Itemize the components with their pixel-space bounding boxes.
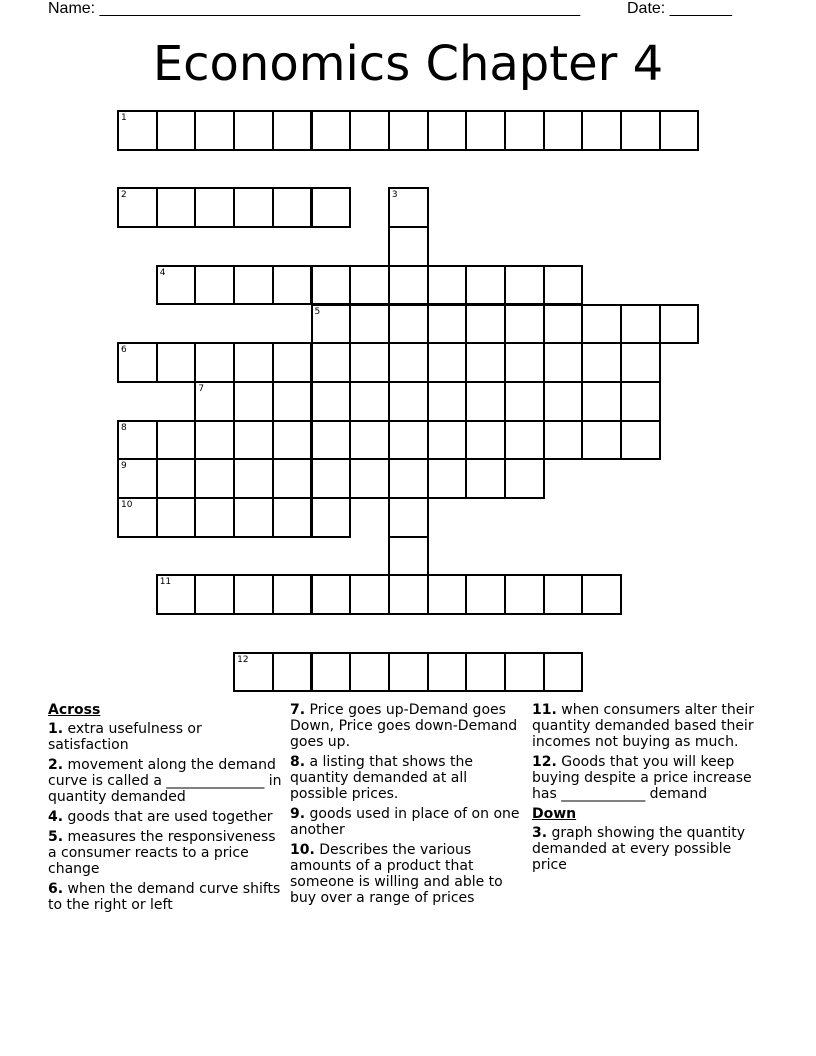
clue-text: goods that are used together bbox=[63, 809, 273, 825]
grid-cell[interactable] bbox=[194, 574, 235, 615]
grid-cell[interactable] bbox=[388, 652, 429, 693]
grid-cell[interactable] bbox=[272, 381, 313, 422]
grid-cell[interactable] bbox=[233, 381, 274, 422]
grid-cell[interactable] bbox=[311, 342, 352, 383]
grid-cell[interactable] bbox=[659, 304, 700, 345]
grid-cell[interactable] bbox=[388, 420, 429, 461]
grid-cell[interactable] bbox=[117, 342, 158, 383]
clue-text: goods used in place of on one another bbox=[290, 806, 520, 838]
clue-number: 7 bbox=[198, 383, 205, 394]
grid-cell[interactable] bbox=[543, 420, 584, 461]
grid-cell[interactable] bbox=[349, 381, 390, 422]
clue bbox=[290, 842, 524, 906]
grid-cell[interactable] bbox=[581, 381, 622, 422]
grid-cell[interactable] bbox=[156, 458, 197, 499]
grid-cell[interactable] bbox=[272, 574, 313, 615]
grid-cell[interactable] bbox=[272, 497, 313, 538]
grid-cell[interactable] bbox=[543, 304, 584, 345]
grid-cell[interactable] bbox=[272, 187, 313, 228]
clue-text: graph showing the quantity demanded at every possible price bbox=[532, 825, 746, 873]
grid-cell[interactable] bbox=[543, 265, 584, 306]
clue-text: extra usefulness or satisfaction bbox=[48, 721, 202, 753]
grid-cell[interactable] bbox=[194, 497, 235, 538]
down-heading: Down bbox=[532, 806, 577, 822]
clue-number: 1 bbox=[121, 113, 127, 123]
grid-cell[interactable] bbox=[194, 458, 235, 499]
grid-cell[interactable] bbox=[504, 110, 545, 151]
grid-cell[interactable] bbox=[581, 304, 622, 345]
grid-cell[interactable] bbox=[233, 497, 274, 538]
clue bbox=[532, 754, 766, 802]
grid-cell[interactable] bbox=[233, 342, 274, 383]
grid-cell[interactable] bbox=[194, 187, 235, 228]
grid-cell[interactable] bbox=[117, 458, 158, 499]
puzzle-title: Economics Chapter 4 bbox=[152, 36, 664, 92]
grid-cell[interactable] bbox=[349, 652, 390, 693]
clue-text: when the demand curve shifts to the right or left bbox=[48, 881, 281, 913]
name-line: Name: ______________________________________________________ bbox=[48, 0, 581, 17]
clue-text: movement along the demand curve is called a ______________ in quantity demanded bbox=[48, 757, 282, 805]
grid-cell[interactable] bbox=[349, 420, 390, 461]
grid-cell[interactable] bbox=[427, 304, 468, 345]
grid-cell[interactable] bbox=[388, 536, 429, 577]
grid-cell[interactable] bbox=[465, 420, 506, 461]
grid-cell[interactable] bbox=[388, 574, 429, 615]
clues-column-1 bbox=[48, 702, 282, 917]
clue-text: Describes the various amounts of a product that someone is willing and able to buy over a range of prices bbox=[290, 842, 503, 906]
clue-number: 4 bbox=[159, 267, 166, 278]
across-clue-list-end bbox=[532, 702, 766, 802]
grid-cell[interactable] bbox=[156, 497, 197, 538]
grid-cell[interactable] bbox=[388, 265, 429, 306]
clue-number: 10. bbox=[290, 842, 315, 858]
grid-cell[interactable] bbox=[388, 187, 429, 228]
grid-cell[interactable] bbox=[465, 574, 506, 615]
clue-number: 1. bbox=[48, 721, 64, 737]
clue bbox=[290, 754, 524, 802]
across-clue-list bbox=[48, 721, 282, 913]
grid-cell[interactable] bbox=[465, 652, 506, 693]
clue bbox=[290, 806, 524, 838]
grid-cell[interactable] bbox=[504, 304, 545, 345]
grid-cell[interactable] bbox=[620, 381, 661, 422]
grid-cell[interactable] bbox=[156, 187, 197, 228]
grid-cell[interactable] bbox=[620, 110, 661, 151]
grid-cell[interactable] bbox=[233, 652, 274, 693]
grid-cell[interactable] bbox=[311, 110, 352, 151]
clue-number: 11. bbox=[532, 702, 557, 718]
clue-number: 2. bbox=[48, 757, 64, 773]
grid-cell[interactable] bbox=[465, 458, 506, 499]
grid-cell[interactable] bbox=[156, 110, 197, 151]
clue bbox=[48, 809, 282, 825]
grid-cell[interactable] bbox=[233, 187, 274, 228]
grid-cell[interactable] bbox=[581, 342, 622, 383]
clue bbox=[48, 721, 282, 753]
grid-cell[interactable] bbox=[311, 187, 352, 228]
grid-cell[interactable] bbox=[117, 110, 158, 151]
grid-cell[interactable] bbox=[543, 342, 584, 383]
grid-cell[interactable] bbox=[504, 652, 545, 693]
grid-cell[interactable] bbox=[581, 574, 622, 615]
clue-number: 3. bbox=[532, 825, 548, 841]
grid-cell[interactable] bbox=[465, 265, 506, 306]
across-heading: Across bbox=[48, 702, 101, 718]
grid-cell[interactable] bbox=[620, 304, 661, 345]
clues-column-2 bbox=[290, 702, 524, 910]
grid-cell[interactable] bbox=[427, 342, 468, 383]
grid-cell[interactable] bbox=[311, 574, 352, 615]
clue-number: 5 bbox=[314, 306, 321, 317]
clue-number: 8 bbox=[121, 422, 127, 433]
clue bbox=[532, 825, 766, 873]
grid-cell[interactable] bbox=[272, 420, 313, 461]
clue-number: 4. bbox=[48, 809, 64, 825]
grid-cell[interactable] bbox=[272, 110, 313, 151]
clue-number: 7. bbox=[290, 702, 306, 718]
grid-cell[interactable] bbox=[427, 652, 468, 693]
grid-cell[interactable] bbox=[272, 342, 313, 383]
grid-cell[interactable] bbox=[194, 265, 235, 306]
clue-text: when consumers alter their quantity demanded based their incomes not buying as much. bbox=[532, 702, 754, 750]
grid-cell[interactable] bbox=[311, 458, 352, 499]
clue-number: 6 bbox=[121, 345, 127, 356]
grid-cell[interactable] bbox=[349, 458, 390, 499]
grid-cell[interactable] bbox=[311, 304, 352, 345]
clue-text: a listing that shows the quantity demanded at all possible prices. bbox=[290, 754, 473, 802]
grid-cell[interactable] bbox=[504, 381, 545, 422]
grid-cell[interactable] bbox=[388, 458, 429, 499]
grid-cell[interactable] bbox=[349, 574, 390, 615]
clue-text: Goods that you will keep buying despite a price increase has ____________ demand bbox=[532, 754, 752, 802]
grid-cell[interactable] bbox=[233, 574, 274, 615]
clue-number: 10 bbox=[121, 500, 133, 510]
grid-cell[interactable] bbox=[233, 110, 274, 151]
grid-cell[interactable] bbox=[194, 381, 235, 422]
grid-cell[interactable] bbox=[543, 652, 584, 693]
grid-cell[interactable] bbox=[117, 497, 158, 538]
grid-cell[interactable] bbox=[504, 420, 545, 461]
clue-number: 12. bbox=[532, 754, 557, 770]
grid-cell[interactable] bbox=[427, 381, 468, 422]
grid-cell[interactable] bbox=[543, 381, 584, 422]
grid-cell[interactable] bbox=[465, 342, 506, 383]
clues-column-3 bbox=[532, 702, 766, 877]
grid-cell[interactable] bbox=[156, 574, 197, 615]
grid-cell[interactable] bbox=[194, 420, 235, 461]
grid-cell[interactable] bbox=[233, 420, 274, 461]
grid-cell[interactable] bbox=[504, 458, 545, 499]
grid-cell[interactable] bbox=[311, 381, 352, 422]
clue-text: Price goes up-Demand goes Down, Price goes down-Demand goes up. bbox=[290, 702, 518, 750]
grid-cell[interactable] bbox=[581, 110, 622, 151]
down-clue-list bbox=[532, 825, 766, 873]
clue bbox=[48, 881, 282, 913]
grid-cell[interactable] bbox=[156, 342, 197, 383]
clue bbox=[532, 702, 766, 750]
grid-cell[interactable] bbox=[311, 265, 352, 306]
grid-cell[interactable] bbox=[388, 304, 429, 345]
clue-number: 9 bbox=[121, 461, 127, 472]
grid-cell[interactable] bbox=[620, 342, 661, 383]
across-clue-list-continued bbox=[290, 702, 524, 906]
grid-cell[interactable] bbox=[156, 265, 197, 306]
clue-number: 3 bbox=[391, 190, 398, 201]
clue bbox=[48, 829, 282, 877]
grid-cell[interactable] bbox=[194, 342, 235, 383]
grid-cell[interactable] bbox=[659, 110, 700, 151]
grid-cell[interactable] bbox=[311, 652, 352, 693]
grid-cell[interactable] bbox=[311, 497, 352, 538]
grid-cell[interactable] bbox=[504, 342, 545, 383]
grid-cell[interactable] bbox=[388, 226, 429, 267]
grid-cell[interactable] bbox=[427, 574, 468, 615]
grid-cell[interactable] bbox=[117, 420, 158, 461]
grid-cell[interactable] bbox=[156, 420, 197, 461]
clue-number: 8. bbox=[290, 754, 306, 770]
grid-cell[interactable] bbox=[349, 342, 390, 383]
clue bbox=[290, 702, 524, 750]
grid-cell[interactable] bbox=[194, 110, 235, 151]
grid-cell[interactable] bbox=[388, 381, 429, 422]
grid-cell[interactable] bbox=[349, 304, 390, 345]
clue-number: 5. bbox=[48, 829, 64, 845]
grid-cell[interactable] bbox=[272, 265, 313, 306]
grid-cell[interactable] bbox=[504, 265, 545, 306]
grid-cell[interactable] bbox=[117, 187, 158, 228]
clue bbox=[48, 757, 282, 805]
grid-cell[interactable] bbox=[581, 420, 622, 461]
grid-cell[interactable] bbox=[427, 420, 468, 461]
grid-cell[interactable] bbox=[465, 110, 506, 151]
clue-number: 11 bbox=[159, 577, 172, 588]
grid-cell[interactable] bbox=[388, 342, 429, 383]
grid-cell[interactable] bbox=[543, 110, 584, 151]
clue-number: 9. bbox=[290, 806, 306, 822]
grid-cell[interactable] bbox=[388, 497, 429, 538]
grid-cell[interactable] bbox=[311, 420, 352, 461]
grid-cell[interactable] bbox=[388, 110, 429, 151]
grid-cell[interactable] bbox=[427, 110, 468, 151]
grid-cell[interactable] bbox=[620, 420, 661, 461]
grid-cell[interactable] bbox=[233, 458, 274, 499]
grid-cell[interactable] bbox=[233, 265, 274, 306]
clue-number: 6. bbox=[48, 881, 64, 897]
clue-number: 12 bbox=[237, 654, 249, 665]
grid-cell[interactable] bbox=[427, 458, 468, 499]
clue-number: 2 bbox=[121, 190, 127, 201]
date-line: Date: _______ bbox=[627, 0, 732, 17]
grid-cell[interactable] bbox=[465, 381, 506, 422]
grid-cell[interactable] bbox=[349, 265, 390, 306]
grid-cell[interactable] bbox=[349, 110, 390, 151]
grid-cell[interactable] bbox=[272, 458, 313, 499]
grid-cell[interactable] bbox=[465, 304, 506, 345]
clue-text: measures the responsiveness a consumer reacts to a price change bbox=[48, 829, 276, 877]
grid-cell[interactable] bbox=[272, 652, 313, 693]
grid-cell[interactable] bbox=[543, 574, 584, 615]
grid-cell[interactable] bbox=[504, 574, 545, 615]
grid-cell[interactable] bbox=[427, 265, 468, 306]
